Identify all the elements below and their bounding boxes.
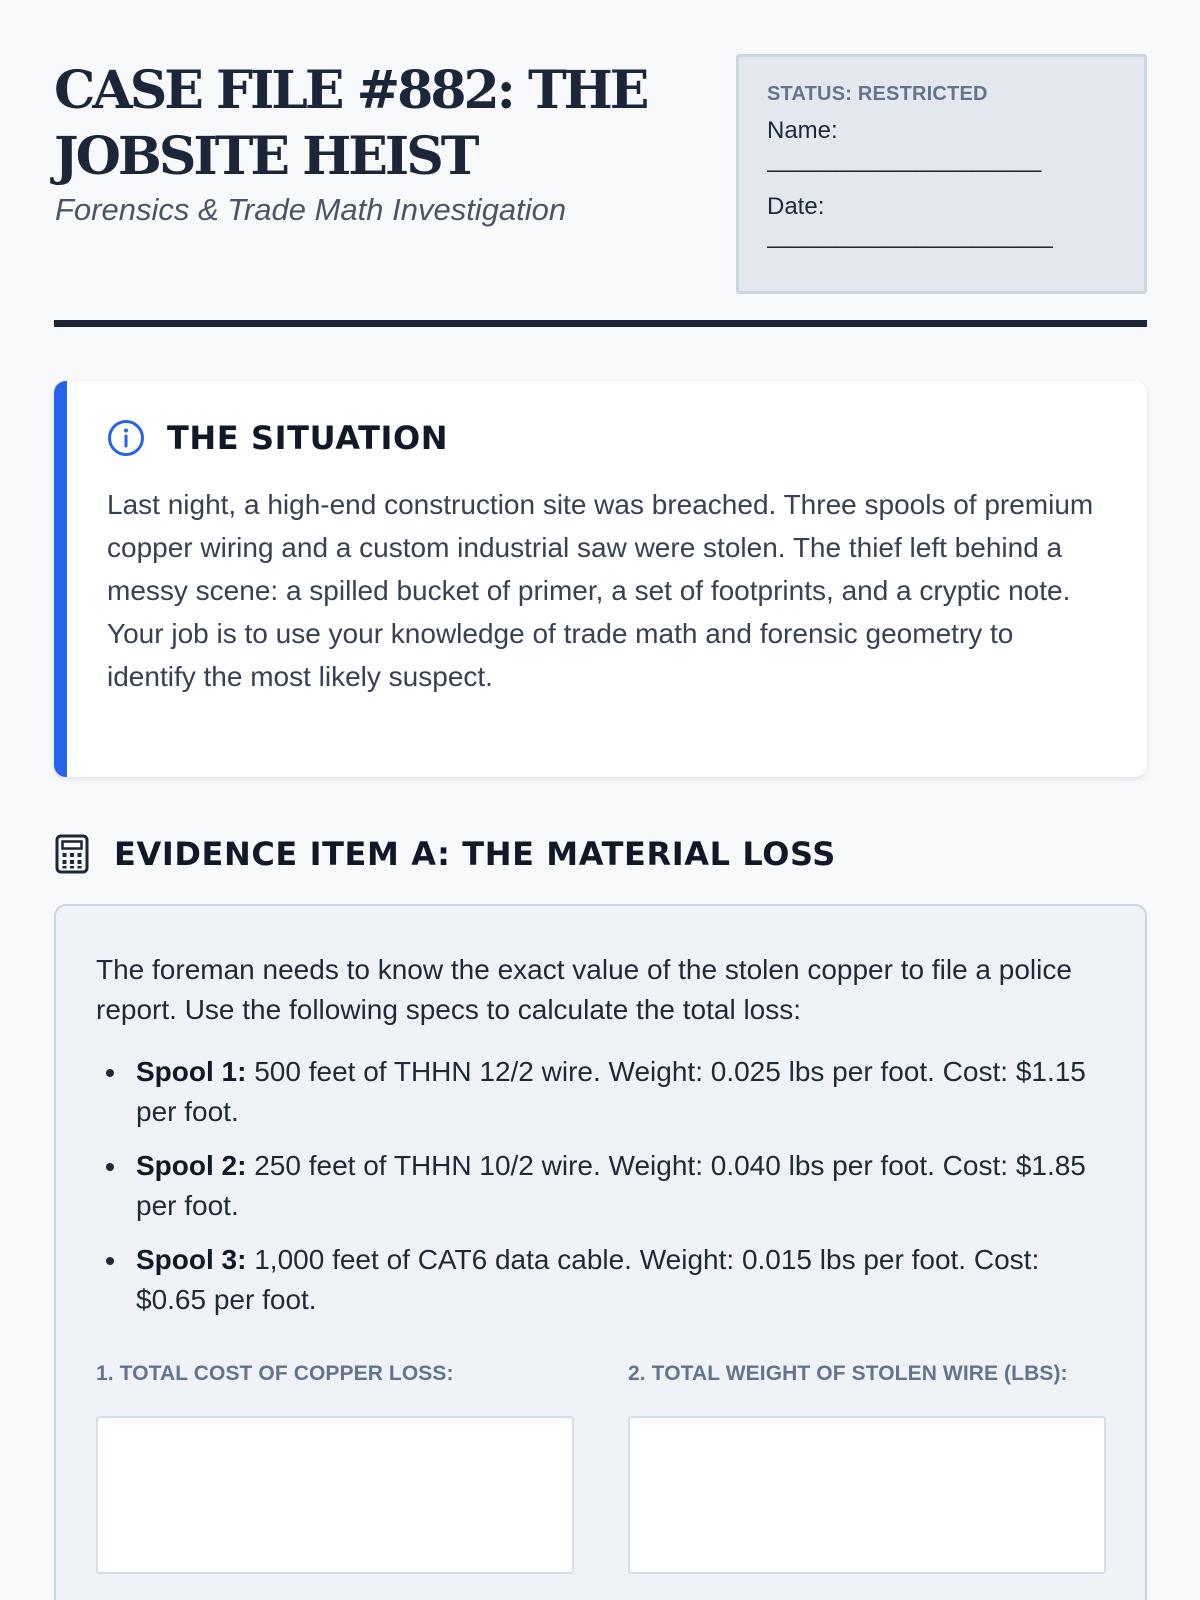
answer-label: 1. TOTAL COST OF COPPER LOSS: <box>96 1362 454 1385</box>
page-subtitle: Forensics & Trade Math Investigation <box>55 192 567 227</box>
situation-header <box>107 419 1107 457</box>
total-cost-input[interactable] <box>96 1416 574 1574</box>
situation-heading: THE SITUATION <box>167 419 449 457</box>
calculator-icon <box>54 834 90 874</box>
answer-total-cost <box>96 1362 574 1574</box>
name-field[interactable]: ________________________ <box>767 148 1040 173</box>
situation-text: Last night, a high-end construction site was breached. Three spools of premium copper wiring and a custom industrial saw were stolen. The thief left behind a messy scene: a spilled bucket of primer, a set of footprints, and a cryptic note. Your job is to use your knowledge of trade math and forensic geometry to identify the most likely suspect. <box>107 489 1094 692</box>
evidence-a-card <box>54 904 1147 1600</box>
list-item <box>136 1146 1105 1226</box>
spool-text: 250 feet of THHN 10/2 wire. Weight: 0.040 lbs per foot. Cost: $1.85 per foot. <box>136 1150 1086 1221</box>
status-label: STATUS: RESTRICTED <box>767 83 988 105</box>
total-weight-input[interactable] <box>628 1416 1106 1574</box>
situation-card <box>54 381 1147 777</box>
spool-label: Spool 3: <box>136 1244 255 1275</box>
spool-label: Spool 1: <box>136 1056 255 1087</box>
date-field[interactable]: _________________________ <box>767 224 1051 249</box>
evidence-a-heading: EVIDENCE ITEM A: THE MATERIAL LOSS <box>114 835 836 873</box>
answer-total-weight <box>628 1362 1106 1574</box>
spool-list <box>96 1052 1105 1320</box>
info-circle-icon <box>107 419 145 457</box>
status-box <box>736 54 1147 294</box>
answer-label: 2. TOTAL WEIGHT OF STOLEN WIRE (LBS): <box>628 1362 1068 1385</box>
page-title: CASE FILE #882: THE JOBSITE HEIST <box>54 60 647 187</box>
list-item <box>136 1240 1105 1320</box>
date-label: Date: <box>767 193 825 220</box>
spool-text: 500 feet of THHN 12/2 wire. Weight: 0.025 lbs per foot. Cost: $1.15 per foot. <box>136 1056 1086 1127</box>
spool-text: 1,000 feet of CAT6 data cable. Weight: 0.015 lbs per foot. Cost: $0.65 per foot. <box>136 1244 1040 1315</box>
name-label: Name: <box>767 117 838 144</box>
header-divider <box>54 320 1147 327</box>
evidence-a-header <box>54 834 836 874</box>
page-header <box>54 54 1147 294</box>
list-item <box>136 1052 1105 1132</box>
spool-label: Spool 2: <box>136 1150 255 1181</box>
evidence-a-intro: The foreman needs to know the exact value of the stolen copper to file a police report. Use the following specs to calculate the total loss: <box>96 954 1072 1025</box>
